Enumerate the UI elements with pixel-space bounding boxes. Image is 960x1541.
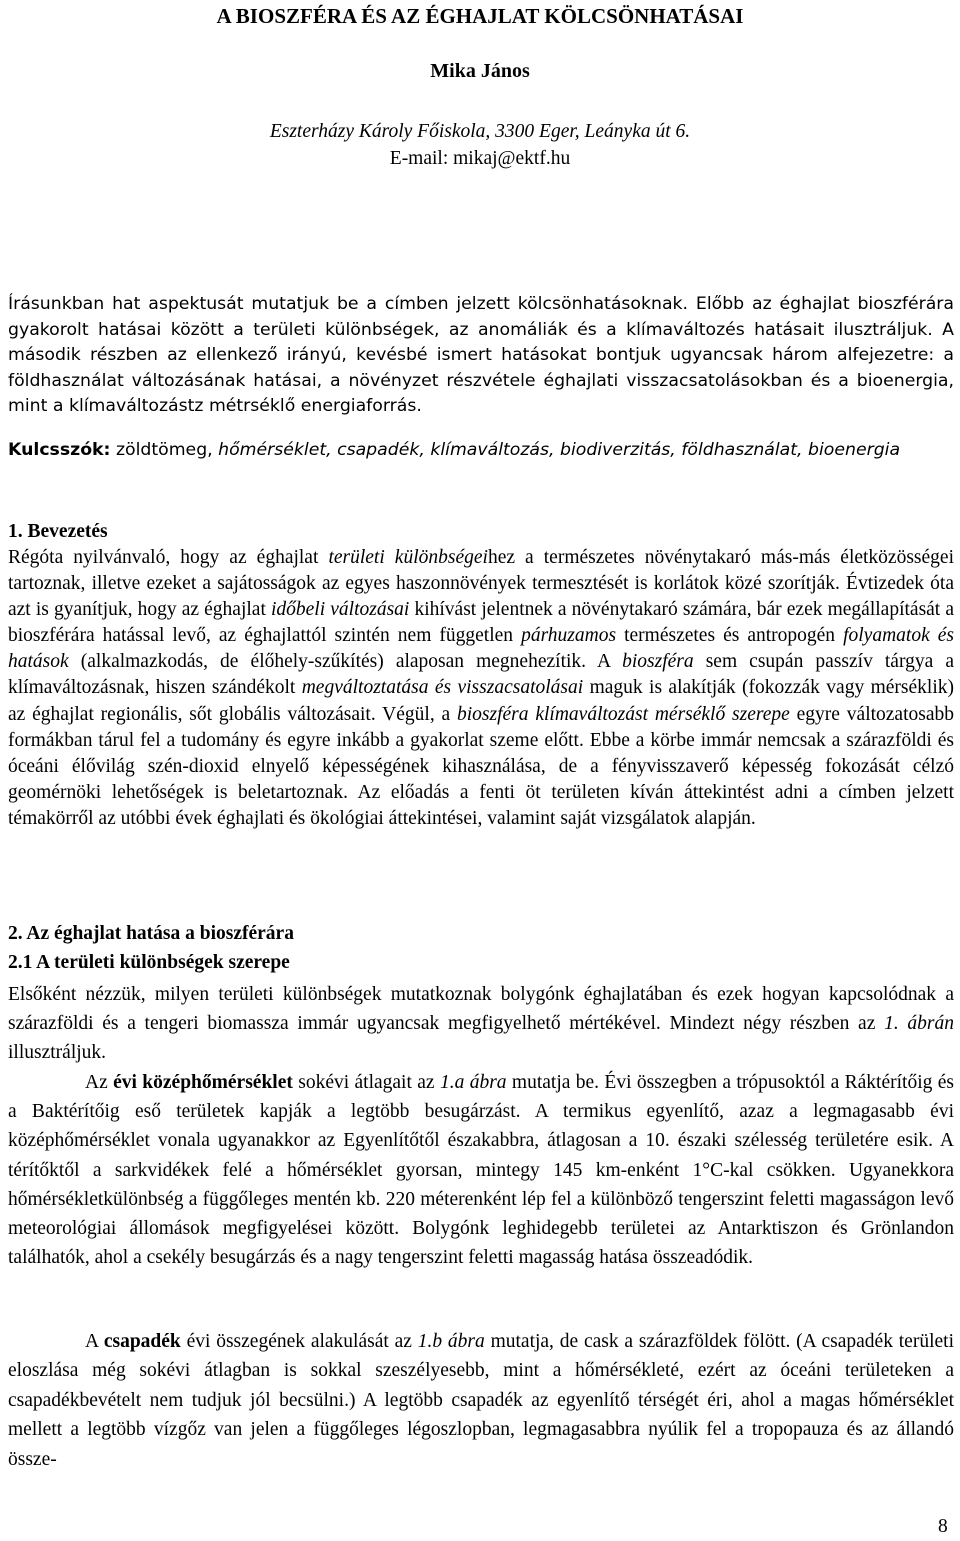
bold-term: évi középhőmérséklet [113,1072,293,1093]
text-run: hez a természetes növénytakaró más-más életközösségei tartoznak, illetve ezeket a sajátosságok az egyes haszonnövények termesztését is korlátok közé szorítják. Évtizedek óta azt is gyanítjuk, hogy az éghajlat [8,547,954,621]
text-run: természetes és antropogén [616,625,844,647]
keywords-label: Kulcsszók: [8,440,111,460]
emphasis-run: bioszféra [622,651,694,673]
section-heading-introduction: 1. Bevezetés [8,521,108,542]
text-run: mutatja be. Évi összegben a trópusoktól a Ráktérítőig és a Baktérítőig eső területek kapják a legtöbb besugárzást. A termikus egyenlítő, azaz a legmagasabb évi középhőmérséklet vonala ugyanakkor az Egyenlítőtől északabbra, átlagosan a 10. északi szélesség területére esik. A térítőktől a sarkvidékek felé a hőmérséklet gyorsan, mintegy 145 km-enként 1°C-kal csökken. Ugyanekkora hőmérsékletkülönbség a függőleges mentén kb. 220 méterenként lép fel a különböző tengerszint feletti magasságon levő meteorológiai állomások megfigyelései között. Bolygónk leghidegebb területei az Antarktiszon és Grönlandon találhatók, ahol a csekély besugárzás és a nagy tengerszint feletti magasság hatása összeadódik. [8,1072,954,1269]
text-run: kihívást jelentnek a növénytakaró számára, bár ezek megállapítását a bioszférára hatással levő, az éghajlattól szintén nem független [8,599,954,647]
paper-title: A BIOSZFÉRA ÉS AZ ÉGHAJLAT KÖLCSÖNHATÁSAI [216,4,744,28]
emphasis-run: párhuzamos [521,625,617,647]
text-run: Régóta nyilvánvaló, hogy az éghajlat [8,547,329,568]
email-address: E-mail: mikaj@ektf.hu [389,148,571,169]
subsection-heading-regional-differences: 2.1 A területi különbségek szerepe [8,952,290,973]
emphasis-run: területi különbségei [328,547,488,568]
affiliation: Eszterházy Károly Főiskola, 3300 Eger, Leányka út 6. [269,121,691,142]
bold-term: csapadék [103,1331,181,1352]
keywords-plain: zöldtömeg, [110,440,219,460]
temperature-paragraph [8,1068,954,1272]
text-run: sokévi átlagait az [292,1072,440,1093]
text-run: évi összegének alakulását az [180,1331,418,1352]
text-run: maguk is alakítják (fokozzák vagy mérséklik) az éghajlat regionális, sőt globális változásait. Végül, a [8,677,954,725]
figure-reference: 1. ábrán [884,1013,954,1035]
emphasis-run: folyamatok és hatások [8,625,955,673]
abstract-text: Írásunkban hat aspektusát mutatjuk be a címben jelzett kölcsönhatásoknak. Előbb az éghajlat bioszférára gyakorolt hatásai között a területi különbségek, az anomáliák és a klímaváltozés hatásait ilusztráljuk. A második részben az ellenkező irányú, kevésbé ismert hatásokat bontjuk ugyancsak három alfejezetre: a földhasználat változásának hatásai, a növényzet részvétele éghajlati visszacsatolásokban és a bioenergia, mint a klímaváltozástz métrséklő energiaforrás. [8,294,954,416]
text-run: egyre változatosabb formákban tárul fel a tudomány és egyre inkább a gyakorlat szeme előtt. Ebbe a körbe immár nemcsak a szárazföldi és óceáni élővilág szén-dioxid elnyelő képességének kihasználása, de a fényvisszaverő képesség fokozását célzó geomérnöki lehetőségek is beletartoznak. Az előadás a fenti öt területen kíván áttekintést adni a címben jelzett témakörről az utóbbi évek éghajlati és ökológiai áttekintései, valamint saját vizsgálatok alapján. [8,703,954,829]
precipitation-paragraph [8,1327,954,1474]
keywords-italic: hőmérséklet, csapadék, klímaváltozás, biodiverzitás, földhasználat, bioenergia [218,440,901,460]
section-heading-climate-effects: 2. Az éghajlat hatása a bioszférára [8,923,294,944]
text-run: illusztráljuk. [8,1042,107,1064]
regional-differences-paragraph [8,980,954,1068]
emphasis-run: időbeli változásai [270,599,410,621]
text-run: Az [85,1072,114,1093]
author-name: Mika János [430,60,530,82]
text-run: mutatja, de cask a szárazföldek fölött. (A csapadék területi eloszlása még sokévi átlagban is sokkal szeszélyesebb, mint a hőmérsékleté, ezért az óceáni területeken a csapadékbevételt nem tudjuk jól becsülni.) A legtöbb csapadék az egyenlítő térségét éri, ahol a magas hőmérséklet mellett a legtöbb vízgőz van jelen a függőleges légoszlopban, legmagasabbra nyúlik fel a tropopauza és az állandó össze- [8,1331,954,1470]
emphasis-run: megváltoztatása és visszacsatolásai [301,677,584,699]
keywords-line [8,438,954,464]
text-run: A [85,1331,104,1352]
figure-reference: 1.b ábra [417,1331,485,1352]
text-run: sem csupán passzív tárgya a klímaváltozásnak, hiszen szándékolt [8,651,954,699]
page-number: 8 [938,1516,948,1537]
text-run: (alkalmazkodás, de élőhely-szűkítés) alaposan megnehezítik. A [68,651,623,673]
figure-reference: 1.a ábra [439,1072,507,1093]
text-run: Elsőként nézzük, milyen területi különbségek mutatkoznak bolygónk éghajlatában és ezek hogyan kapcsolódnak a szárazföldi és a tengeri biomassza immár ugyancsak megfigyelhető mértékével. Mindezt négy részben az [8,984,954,1035]
introduction-paragraph [8,545,954,832]
emphasis-run: bioszféra klímaváltozást mérséklő szerepe [457,703,790,725]
